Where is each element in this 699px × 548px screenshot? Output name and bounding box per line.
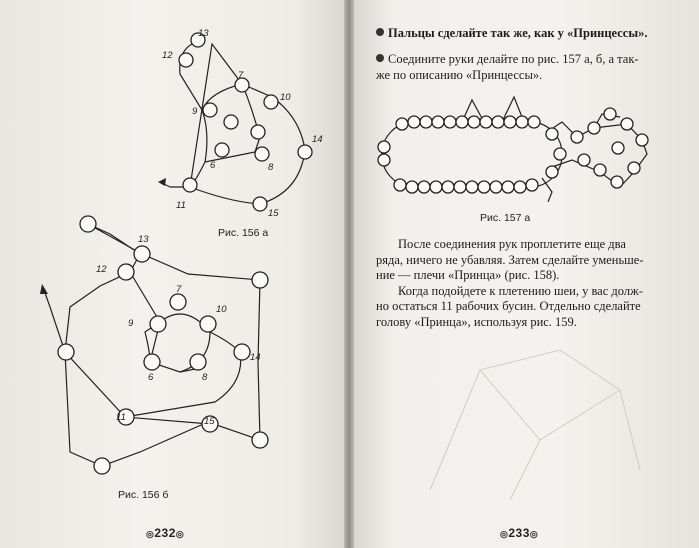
page-number-233: 233 (508, 526, 530, 540)
label-6b: 6 (148, 372, 154, 383)
label-6: 6 (210, 160, 216, 171)
bullet-fingers-text: Пальцы сделайте так же, как у «Принцессы». (388, 26, 648, 40)
bullet-arms-line2: же по описанию «Принцессы». (376, 67, 543, 82)
caption-156a: Рис. 156 а (218, 227, 269, 239)
ornament-icon: ◎ (529, 529, 539, 539)
bullet-icon (376, 54, 384, 62)
label-13: 13 (198, 28, 209, 39)
label-11b: 11 (116, 412, 126, 423)
label-7: 7 (238, 70, 244, 81)
label-14b: 14 (250, 352, 261, 363)
label-7b: 7 (176, 284, 182, 295)
bullet-fingers (376, 26, 648, 42)
label-9: 9 (192, 106, 198, 117)
bead-chain (378, 108, 648, 193)
page-number-right (500, 526, 538, 540)
label-14: 14 (312, 134, 323, 145)
label-13b: 13 (138, 234, 149, 245)
label-12b: 12 (96, 264, 107, 275)
caption-156b: Рис. 156 б (118, 489, 169, 501)
paragraph-line-2: ряда, ничего не убавляя. Затем сделайте уменьше- (376, 252, 644, 267)
figure-157a (372, 92, 672, 202)
label-12: 12 (162, 50, 173, 61)
paragraph-line-6: голову «Принца», используя рис. 159. (376, 314, 577, 329)
bullet-arms (376, 52, 639, 83)
paragraph-line-3: ние — плечи «Принца» (рис. 158). (376, 268, 560, 282)
label-9b: 9 (128, 318, 134, 329)
figure-156b (30, 212, 290, 492)
figure-156a (150, 22, 340, 222)
page-number-232: 232 (154, 526, 176, 540)
page-number-left (146, 526, 184, 540)
caption-157a: Рис. 157 а (480, 212, 531, 224)
paragraph-line-4: Когда подойдете к плетению шеи, у вас долж- (398, 283, 643, 298)
bleed-through-sketch (420, 330, 660, 510)
label-15b: 15 (204, 416, 215, 427)
paragraph-line-1: После соединения рук проплетите еще два (398, 237, 626, 251)
label-15: 15 (268, 208, 279, 219)
ornament-icon: ◎ (500, 529, 509, 539)
label-11: 11 (176, 200, 186, 211)
body-paragraph (376, 237, 676, 330)
bullet-arms-line1: Соедините руки делайте по рис. 157 а, б, а так- (388, 52, 639, 66)
ornament-icon: ◎ (146, 529, 155, 539)
book-gutter (344, 0, 354, 548)
bullet-icon (376, 28, 384, 36)
label-8: 8 (268, 162, 274, 173)
ornament-icon: ◎ (175, 529, 185, 539)
label-10: 10 (280, 92, 291, 103)
label-8b: 8 (202, 372, 208, 383)
label-10b: 10 (216, 304, 227, 315)
paragraph-line-5: но остаться 11 рабочих бусин. Отдельно сделайте (376, 299, 641, 313)
